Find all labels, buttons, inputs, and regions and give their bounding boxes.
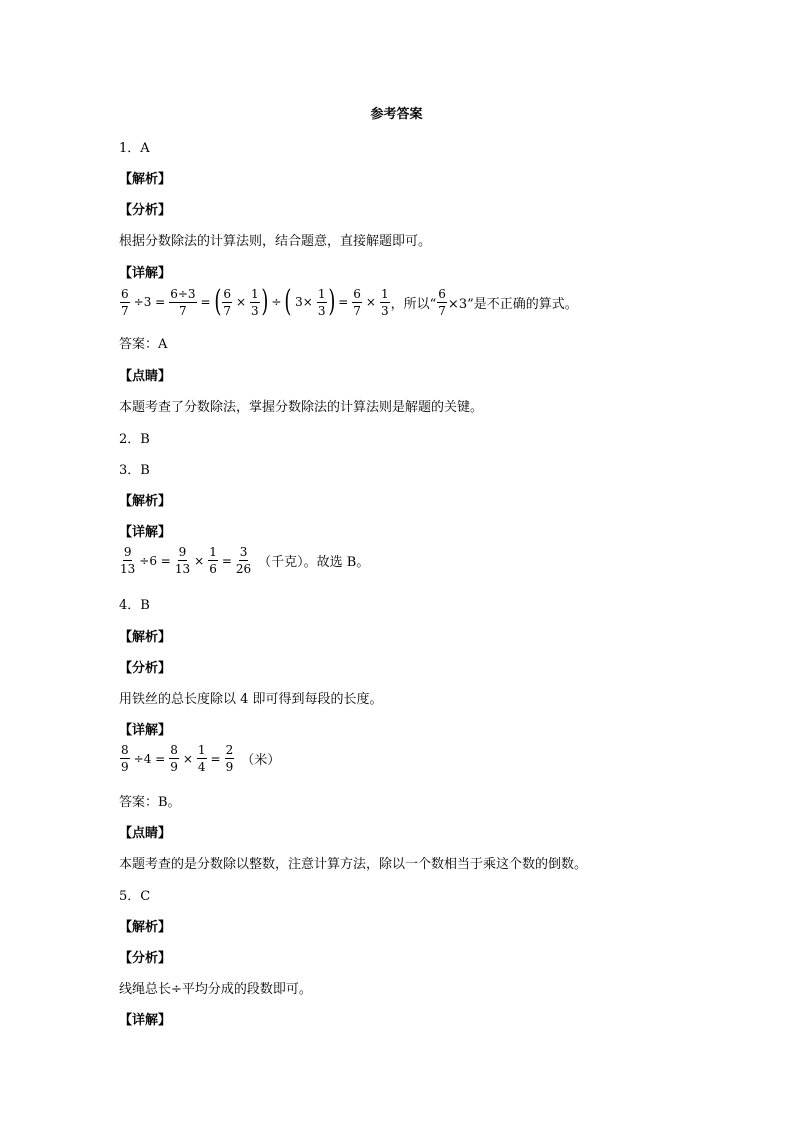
fraction: $\frac{2}{9}$ [225,743,234,774]
q4-number: 4．B [119,598,150,613]
q1-dianjing-text: 本题考查了分数除法，掌握分数除法的计算法则是解题的关键。 [119,400,484,415]
q4-fenxi-heading: 【分析】 [119,661,172,676]
equation-text: ×3”是不正确的算式。 [447,296,578,312]
equation-text: ，所以“ [390,296,437,312]
fraction: $\frac{9}{13}$ [120,545,136,576]
left-paren: ( [213,284,221,319]
q5-xiangjie-heading: 【详解】 [119,1013,172,1028]
fraction: $\frac{3}{26}$ [235,545,252,576]
q4-answer: 答案：B。 [119,795,181,810]
fraction: $\frac{8}{9}$ [121,743,129,774]
operator: 3× [295,295,313,309]
left-paren: ( [284,284,292,319]
fraction: $\frac{6}{7}$ [223,286,231,318]
q2-number: 2．B [119,432,150,447]
q4-equation [119,744,280,773]
fraction: $\frac{6\div 3}{7}$ [170,286,196,318]
page-title: 参考答案 [370,107,423,122]
q1-dianjing-heading: 【点睛】 [119,369,172,384]
q1-fenxi-heading: 【分析】 [119,203,172,218]
q3-number: 3．B [119,463,150,478]
fraction: $\frac{6}{7}$ [121,286,129,318]
operator: × [194,553,205,568]
q4-dianjing-text: 本题考查的是分数除以整数，注意计算方法，除以一个数相当于乘这个数的倒数。 [119,857,588,872]
fraction: $\frac{1}{3}$ [251,286,259,318]
right-paren: ) [261,284,269,319]
equation-text: （米） [241,753,281,768]
right-paren: ) [327,284,335,319]
q1-equation [119,284,578,319]
q3-jiexi-heading: 【解析】 [119,494,172,509]
fraction: $\frac{1}{3}$ [380,286,389,318]
q3-equation [119,546,369,575]
q5-fenxi-text: 线绳总长÷平均分成的段数即可。 [119,982,312,997]
q1-xiangjie-heading: 【详解】 [119,266,172,281]
operator: ÷3 = [133,295,166,309]
operator: ÷ [271,295,282,309]
q1-answer: 答案：A [119,337,168,352]
fraction: $\frac{6}{7}$ [353,286,361,318]
fraction: $\frac{1}{4}$ [197,743,206,774]
equation-text: （千克）。故选 B。 [258,555,370,570]
q4-dianjing-heading: 【点睛】 [119,826,172,841]
q4-jiexi-heading: 【解析】 [119,630,172,645]
q5-jiexi-heading: 【解析】 [119,920,172,935]
operator: = [200,295,211,309]
q1-jiexi-heading: 【解析】 [119,172,172,187]
fraction: $\frac{1}{3}$ [317,286,326,318]
operator: × [365,295,376,309]
fraction: $\frac{8}{9}$ [170,743,178,774]
q4-xiangjie-heading: 【详解】 [119,723,172,738]
operator: = [338,295,349,309]
q5-number: 5．C [119,889,151,904]
operator: ÷6 = [139,553,171,568]
operator: = [210,751,221,766]
fraction: $\frac{1}{6}$ [209,545,217,576]
fraction: $\frac{6}{7}$ [438,286,446,318]
q1-fenxi-text: 根据分数除法的计算法则，结合题意，直接解题即可。 [119,234,432,249]
fraction: $\frac{9}{13}$ [174,545,191,576]
operator: × [235,295,247,309]
q4-fenxi-text: 用铁丝的总长度除以 4 即可得到每段的长度。 [119,692,383,707]
operator: ÷4 = [133,751,166,766]
q5-fenxi-heading: 【分析】 [119,951,172,966]
operator: × [182,751,193,766]
q3-xiangjie-heading: 【详解】 [119,525,172,540]
q1-number: 1．A [119,141,150,156]
operator: = [221,553,232,568]
